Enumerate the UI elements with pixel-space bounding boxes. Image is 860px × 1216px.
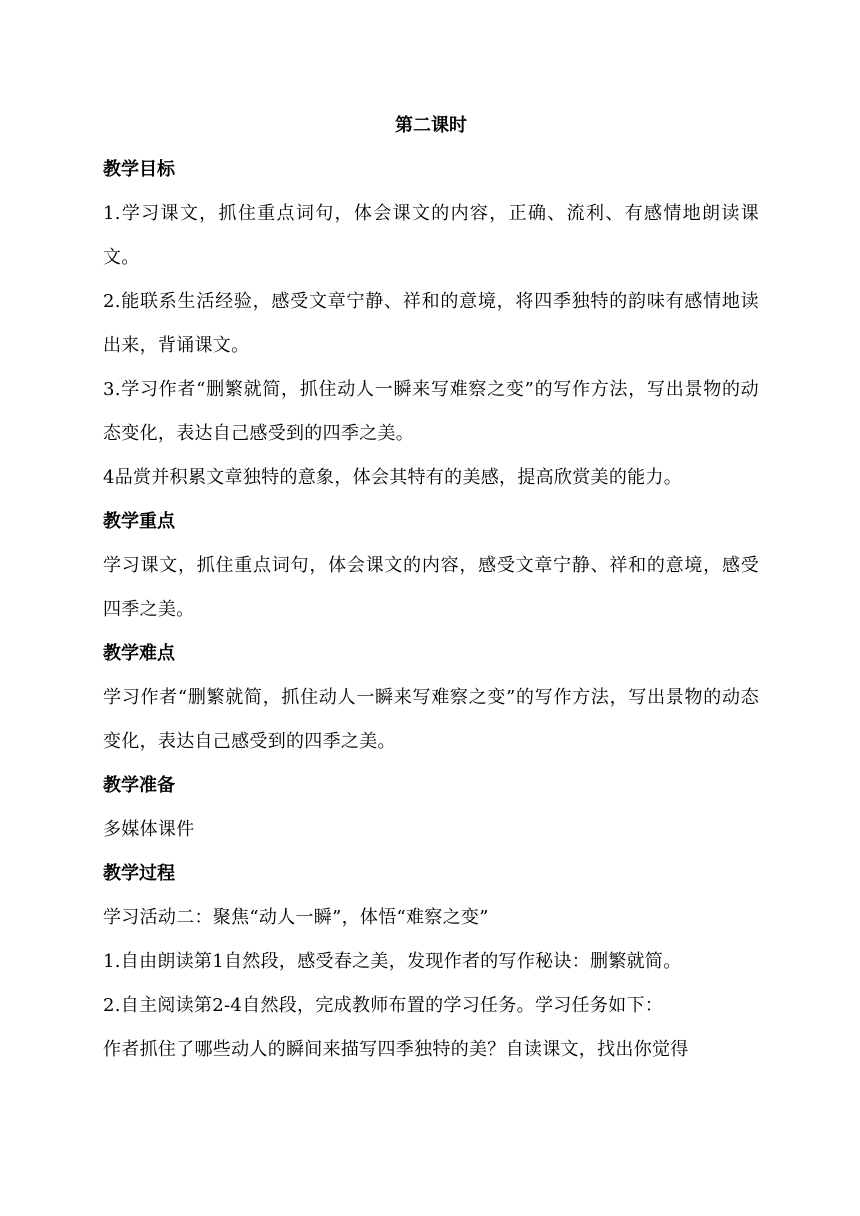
- objective-paragraph: 2.能联系生活经验，感受文章宁静、祥和的意境，将四季独特的韵味有感情地读出来，背诵课文。: [103, 291, 759, 356]
- difficulties-paragraph: 学习作者“删繁就简，抓住动人一瞬来写难察之变”的写作方法，写出景物的动态变化，表达自己感受到的四季之美。: [103, 687, 759, 752]
- objective-paragraph: 1.学习课文，抓住重点词句，体会课文的内容，正确、流利、有感情地朗读课文。: [103, 203, 759, 268]
- section-heading-objectives: 教学目标: [103, 159, 175, 180]
- objective-paragraph: 3.学习作者“删繁就简，抓住动人一瞬来写难察之变”的写作方法，写出景物的动态变化，表达自己感受到的四季之美。: [103, 379, 759, 444]
- section-heading-process: 教学过程: [103, 863, 175, 884]
- document-page: [103, 104, 759, 1072]
- page-title: 第二课时: [395, 115, 467, 136]
- section-heading-preparation: 教学准备: [103, 775, 175, 796]
- process-paragraph: 1.自由朗读第1自然段，感受春之美，发现作者的写作秘诀：删繁就简。: [103, 951, 682, 972]
- process-paragraph: 学习活动二：聚焦“动人一瞬”，体悟“难察之变”: [103, 907, 489, 928]
- section-heading-difficulties: 教学难点: [103, 643, 175, 664]
- process-paragraph: 作者抓住了哪些动人的瞬间来描写四季独特的美？自读课文，找出你觉得: [103, 1039, 689, 1060]
- preparation-paragraph: 多媒体课件: [103, 819, 195, 840]
- key-points-paragraph: 学习课文，抓住重点词句，体会课文的内容，感受文章宁静、祥和的意境，感受四季之美。: [103, 555, 759, 620]
- process-paragraph: 2.自主阅读第2-4自然段，完成教师布置的学习任务。学习任务如下：: [103, 995, 664, 1016]
- section-heading-key-points: 教学重点: [103, 511, 175, 532]
- objective-paragraph: 4品赏并积累文章独特的意象，体会其特有的美感，提高欣赏美的能力。: [103, 467, 683, 488]
